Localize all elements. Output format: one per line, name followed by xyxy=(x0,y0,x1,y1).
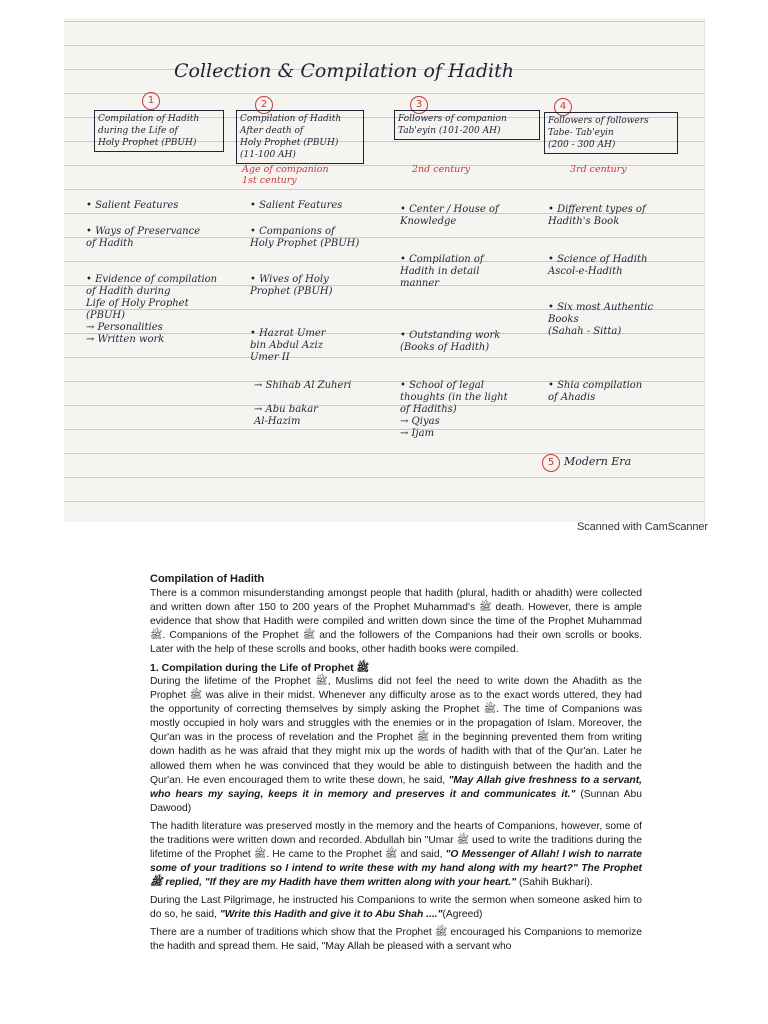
paragraph-4: There are a number of traditions which show that the Prophet ﷺ encouraged his Companions to memorize the hadith and spread them. He said, "May Allah be pleased with a servant who xyxy=(150,927,642,953)
intro-paragraph: There is a common misunderstanding amongst people that hadith (plural, hadith or ahadith) were collected and written down after 150 to 200 years of the Prophet Muhammad's ﷺ death. However, there is ample evidence that show that Hadith were compiled and written down since the time of the Prophet Muhammad ﷺ. Companions of the Prophet ﷺ and the followers of the Companions had their own scrolls or books. Later with the help of these scrolls and books, other hadith books were compiled. xyxy=(150,588,642,656)
modern-era-label: Modern Era xyxy=(564,455,632,468)
column-2-number: 2 xyxy=(255,96,273,114)
column-2-header-box: Compilation of Hadith After death of Holy Prophet (PBUH) (11-100 AH) xyxy=(236,110,364,164)
column-2-note: • Wives of Holy Prophet (PBUH) xyxy=(250,274,333,297)
column-3-century-label: 2nd century xyxy=(412,164,471,175)
column-1-note: • Evidence of compilation of Hadith during Life of Holy Prophet (PBUH) → Personalities → Written work xyxy=(86,274,218,345)
column-1-note: • Ways of Preservance of Hadith xyxy=(86,226,201,249)
column-3-note: • School of legal thoughts (in the light of Hadiths) → Qiyas → Ijam xyxy=(400,380,508,439)
scanned-notes-page xyxy=(64,18,705,522)
document-heading: Compilation of Hadith xyxy=(150,573,265,585)
column-2-century-label: Age of companion 1st century xyxy=(242,164,329,186)
paragraph-1 xyxy=(150,675,642,815)
column-2-note: • Salient Features xyxy=(250,200,343,211)
notes-title: Collection & Compilation of Hadith xyxy=(174,60,514,82)
column-4-note: • Different types of Hadith's Book xyxy=(548,204,646,227)
paragraph-3-quote: "Write this Hadith and give it to Abu Shah ...." xyxy=(219,908,443,920)
column-3-note: • Center / House of Knowledge xyxy=(400,204,499,227)
column-2-note: • Hazrat Umer bin Abdul Aziz Umer II xyxy=(250,328,326,363)
paragraph-1-quote: "May Allah give freshness to a servant, who hears my saying, keeps it in memory and preserves it and communicates it." xyxy=(150,774,643,800)
column-1-number: 1 xyxy=(142,92,160,110)
column-4-number: 4 xyxy=(554,98,572,116)
column-4-note: • Six most Authentic Books (Sahah - Sitta) xyxy=(548,302,654,337)
column-4-century-label: 3rd century xyxy=(570,164,627,175)
column-3-number: 3 xyxy=(410,96,428,114)
column-2-note: → Shihab Al Zuheri xyxy=(254,380,352,391)
paragraph-3-text: During the Last Pilgrimage, he instructed his Companions to write the sermon when someone asked him to do so, he said, xyxy=(150,894,642,920)
paragraph-3-source: (Agreed) xyxy=(442,908,483,920)
column-3-note: • Compilation of Hadith in detail manner xyxy=(400,254,484,289)
paragraph-2-source: (Sahih Bukhari). xyxy=(516,876,593,888)
paragraph-1-source: (Sunnan Abu Dawood) xyxy=(150,788,642,814)
column-2-note: • Companions of Holy Prophet (PBUH) xyxy=(250,226,360,249)
column-1-header-box: Compilation of Hadith during the Life of Holy Prophet (PBUH) xyxy=(94,110,224,152)
paragraph-2 xyxy=(150,820,642,890)
column-4-note: • Shia compilation of Ahadis xyxy=(548,380,643,403)
paragraph-3 xyxy=(150,894,642,922)
column-1-note: • Salient Features xyxy=(86,200,179,211)
column-2-note: → Abu bakar Al-Hazim xyxy=(254,404,318,427)
paragraph-2-text: The hadith literature was preserved mostly in the memory and the hearts of Companions, however, some of the traditions were written down and recorded. Abdullah bin "Umar ﷺ used to write the traditions during the lifetime of the Prophet ﷺ. He came to the Prophet ﷺ and said, xyxy=(150,820,643,860)
printed-document xyxy=(150,572,642,958)
column-3-note: • Outstanding work (Books of Hadith) xyxy=(400,330,501,353)
column-4-note: • Science of Hadith Ascol-e-Hadith xyxy=(548,254,648,277)
paragraph-2-quote: "O Messenger of Allah! I wish to narrate some of your traditions so I intend to write these with my hand along with my heart?" The Prophet ﷺ replied, "If they are my Hadith have them written along with your heart." xyxy=(150,848,642,888)
column-3-header-box: Followers of companion Tab'eyin (101-200 AH) xyxy=(394,110,540,140)
section-1-title: 1. Compilation during the Life of Prophet ﷺ xyxy=(150,662,370,675)
column-4-header-box: Followers of followers Tabe- Tab'eyin (200 - 300 AH) xyxy=(544,112,678,154)
paragraph-1-text: During the lifetime of the Prophet ﷺ, Muslims did not feel the need to write down the Ahadith as the Prophet ﷺ was alive in their midst. Whenever any difficulty arose as to the exact words uttered, they had the opportunity of correcting themselves by simply asking the Prophet ﷺ. The time of Companions was mostly occupied in holy wars and struggles with the enemies or in the propagation of Islam. Moreover, the Qur'an was in the process of revelation and the Prophet ﷺ in the beginning prevented them from writing down hadith as he was afraid that they might mix up the words of hadith with that of the Qur'an. Later he allowed them when he was convinced that they would be able to distinguish between the hadith and the Qur'an. He even encouraged them to write these down, he said, xyxy=(150,676,642,786)
camscanner-caption: Scanned with CamScanner xyxy=(577,521,708,533)
modern-era-number: 5 xyxy=(542,454,560,472)
